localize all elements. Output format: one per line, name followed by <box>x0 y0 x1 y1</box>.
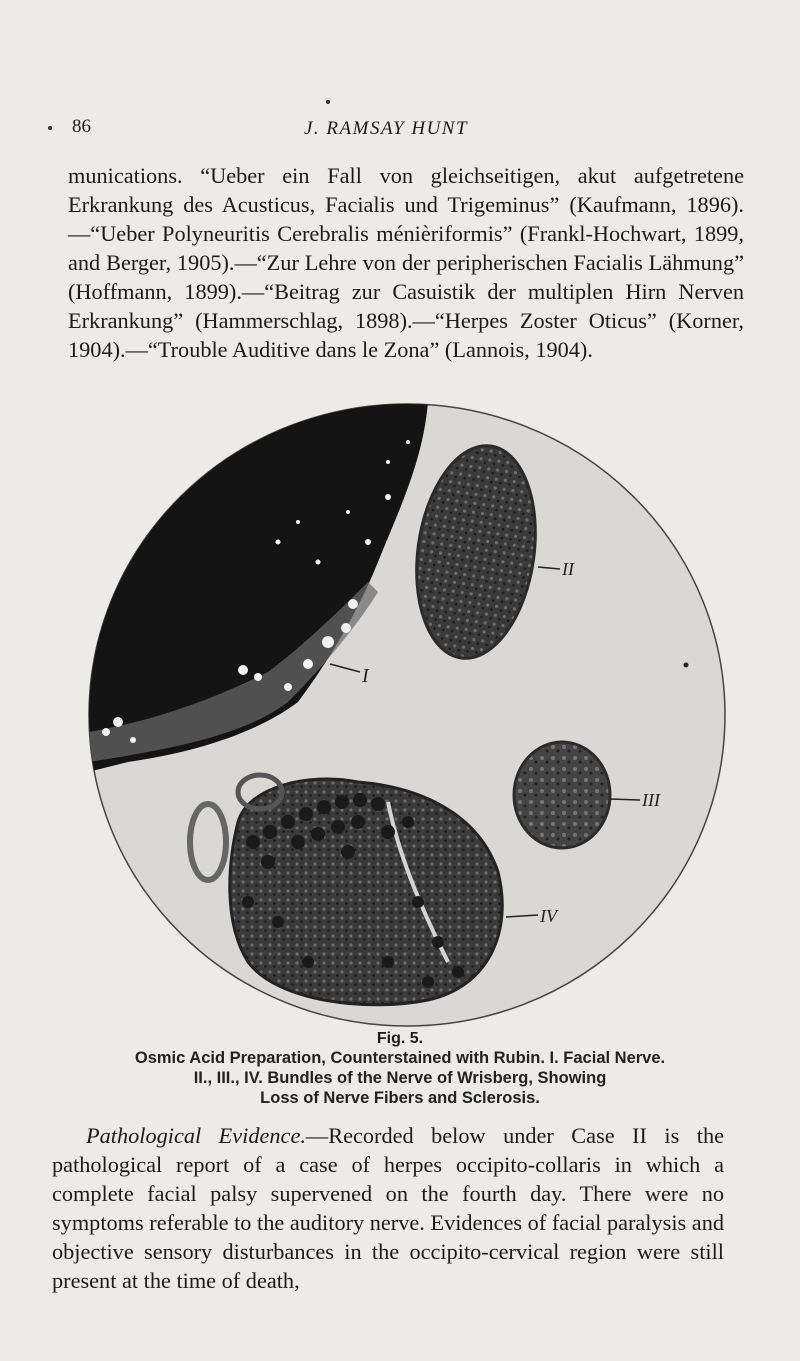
label-iv: IV <box>540 906 557 926</box>
figure-number: Fig. 5. <box>376 1030 424 1047</box>
ink-speck <box>326 100 330 104</box>
figure-caption <box>60 1048 740 1108</box>
caption-line: Loss of Nerve Fibers and Sclerosis. <box>260 1089 540 1107</box>
caption-line: II., III., IV. Bundles of the Nerve of Wrisberg, Showing <box>193 1069 607 1087</box>
label-iii: III <box>642 790 660 810</box>
running-head: J. RAMSAY HUNT <box>304 118 469 139</box>
label-ii: II <box>562 559 574 579</box>
section-heading: Pathological Evidence. <box>86 1123 306 1148</box>
top-paragraph: munications. “Ueber ein Fall von gleichseitigen, akut aufgetretene Erkrankung des Acusticus, Facialis und Trigeminus” (Kaufmann, 1896).—“Ueber Polyneuritis Cerebralis ménièriformis” (Frankl-Hochwart, 1899, and Berger, 1905).—“Zur Lehre von der peripherischen Facialis Lähmung” (Hoffmann, 1899).—“Beitrag zur Casuistik der multiplen Hirn Nerven Erkrankung” (Hammerschlag, 1898).—“Herpes Zoster Oticus” (Korner, 1904).—“Trouble Auditive dans le Zona” (Lannois, 1904). <box>68 163 744 362</box>
ink-speck <box>48 126 52 130</box>
micrograph-figure <box>88 402 726 1028</box>
label-i: I <box>362 665 369 687</box>
page-number: 86 <box>72 116 91 137</box>
bottom-paragraph <box>52 1121 724 1295</box>
bottom-paragraph-text: —Recorded below under Case II is the pathological report of a case of herpes occipito-collaris in which a complete facial palsy supervened on the fourth day. There were no symptoms referable to the auditory nerve. Evidences of facial paralysis and objective sensory disturbances in the occipito-cervical region were still present at the time of death, <box>52 1123 724 1293</box>
caption-line: Osmic Acid Preparation, Counterstained with Rubin. I. Facial Nerve. <box>134 1049 666 1067</box>
page-header <box>60 112 760 146</box>
micrograph-image <box>88 402 726 1028</box>
